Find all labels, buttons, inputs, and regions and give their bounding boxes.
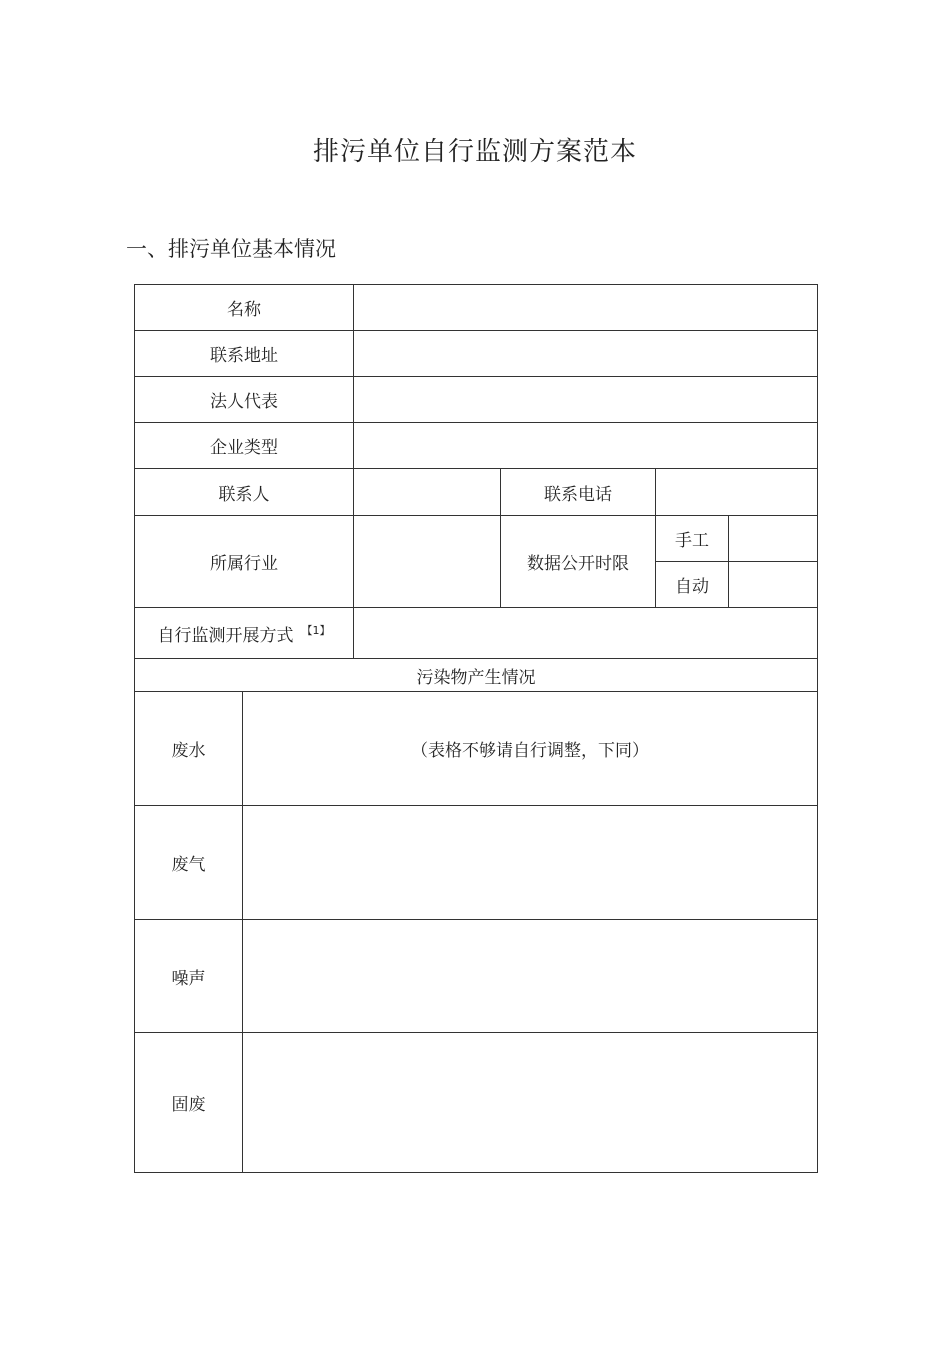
enterprise-type-value-cell[interactable] <box>354 423 818 469</box>
legal-rep-value-cell[interactable] <box>354 377 818 423</box>
address-label: 联系地址 <box>135 331 354 377</box>
wastewater-note[interactable]: （表格不够请自行调整，下同） <box>243 692 818 806</box>
row-contact <box>135 469 818 516</box>
auto-label: 自动 <box>656 562 729 608</box>
manual-label: 手工 <box>656 516 729 562</box>
enterprise-type-label: 企业类型 <box>135 423 354 469</box>
noise-label: 噪声 <box>135 920 243 1033</box>
solid-waste-value-cell[interactable] <box>243 1033 818 1173</box>
auto-value-cell[interactable] <box>729 562 818 608</box>
data-public-label: 数据公开时限 <box>501 516 656 608</box>
row-wastewater <box>135 692 818 806</box>
manual-value-cell[interactable] <box>729 516 818 562</box>
name-value-cell[interactable] <box>354 285 818 331</box>
row-address <box>135 331 818 377</box>
monitoring-mode-label: 自行监测开展方式 <box>157 625 294 646</box>
wastewater-label: 废水 <box>135 692 243 806</box>
row-monitoring-mode <box>135 608 818 659</box>
row-pollution-header <box>135 659 818 692</box>
section-heading: 一、排污单位基本情况 <box>126 237 336 261</box>
address-value-cell[interactable] <box>354 331 818 377</box>
row-noise <box>135 920 818 1033</box>
monitoring-mode-value-cell[interactable] <box>354 608 818 659</box>
row-name <box>135 285 818 331</box>
waste-gas-value-cell[interactable] <box>243 806 818 920</box>
row-enterprise-type <box>135 423 818 469</box>
row-waste-gas <box>135 806 818 920</box>
phone-value-cell[interactable] <box>656 469 818 516</box>
basic-info-table <box>134 284 818 1173</box>
noise-value-cell[interactable] <box>243 920 818 1033</box>
row-legal-rep <box>135 377 818 423</box>
contact-value-cell[interactable] <box>354 469 501 516</box>
industry-value-cell[interactable] <box>354 516 501 608</box>
solid-waste-label: 固废 <box>135 1033 243 1173</box>
legal-rep-label: 法人代表 <box>135 377 354 423</box>
monitoring-mode-label-cell <box>135 608 354 659</box>
row-solid-waste <box>135 1033 818 1173</box>
footnote-marker: 【1】 <box>301 623 331 637</box>
name-label: 名称 <box>135 285 354 331</box>
contact-label: 联系人 <box>135 469 354 516</box>
row-industry <box>135 516 818 562</box>
phone-label: 联系电话 <box>501 469 656 516</box>
industry-label: 所属行业 <box>135 516 354 608</box>
waste-gas-label: 废气 <box>135 806 243 920</box>
document-title: 排污单位自行监测方案范本 <box>312 137 637 167</box>
pollution-header: 污染物产生情况 <box>135 659 818 692</box>
